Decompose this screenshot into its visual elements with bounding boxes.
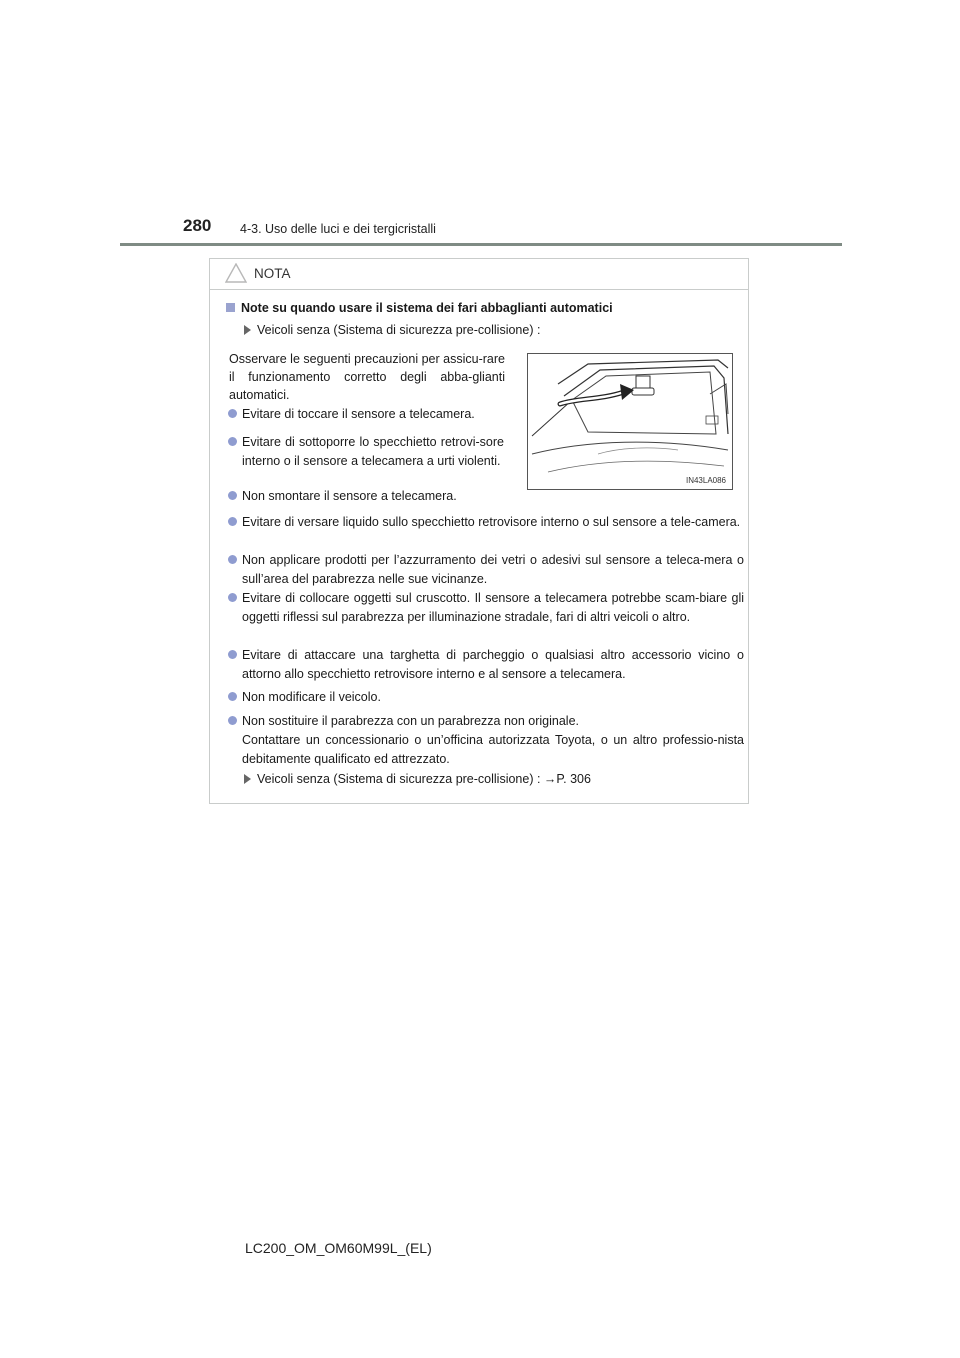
bullet-text: Contattare un concessionario o un’officina autorizzata Toyota, o un altro professio-nista debitamente qualificato ed attrezzato. [242, 733, 744, 766]
list-item [242, 405, 504, 424]
bullet-icon [228, 437, 237, 446]
condition-line-2 [244, 772, 591, 786]
bullet-text: Non smontare il sensore a telecamera. [242, 489, 457, 503]
bullet-icon [228, 650, 237, 659]
bullet-icon [228, 716, 237, 725]
footer-doc-code: LC200_OM_OM60M99L_(EL) [245, 1240, 432, 1256]
bullet-icon [228, 491, 237, 500]
bullet-text: Non applicare prodotti per l’azzurramento dei vetri o adesivi sul sensore a teleca-mera o sull’area del parabrezza nelle sue vicinanze. [242, 553, 744, 586]
list-item [242, 513, 744, 532]
arrow-icon [244, 325, 251, 335]
bullet-text: Non sostituire il parabrezza con un parabrezza non originale. [242, 714, 579, 728]
section-title: 4-3. Uso delle luci e dei tergicristalli [240, 222, 436, 236]
list-item [242, 433, 504, 471]
note-heading [226, 301, 613, 315]
list-item [242, 646, 744, 684]
bullet-text: Evitare di versare liquido sullo specchietto retrovisore interno o sul sensore a tele-camera. [242, 515, 741, 529]
condition-text-2: Veicoli senza (Sistema di sicurezza pre-collisione) : →P. 306 [257, 772, 591, 786]
list-item [242, 712, 744, 731]
bullet-text: Evitare di attaccare una targhetta di parcheggio o qualsiasi altro accessorio vicino o attorno allo specchietto retrovisore interno e al sensore a telecamera. [242, 648, 744, 681]
list-item [242, 688, 744, 707]
note-header [210, 259, 748, 290]
bullet-text: Evitare di toccare il sensore a telecamera. [242, 407, 475, 421]
bullet-icon [228, 593, 237, 602]
figure-code: IN43LA086 [685, 476, 726, 485]
windshield-camera-illustration [528, 354, 732, 489]
note-box [209, 258, 749, 804]
square-bullet-icon [226, 303, 235, 312]
bullet-text: Non modificare il veicolo. [242, 690, 381, 704]
intro-text: Osservare le seguenti precauzioni per assicu-rare il funzionamento corretto degli abba-glianti automatici. [229, 352, 505, 402]
arrow-icon [244, 774, 251, 784]
warning-triangle-icon [225, 263, 247, 283]
list-item [242, 551, 744, 589]
bullet-icon [228, 517, 237, 526]
note-heading-text: Note su quando usare il sistema dei fari abbaglianti automatici [241, 301, 613, 315]
list-item-continuation [242, 731, 744, 769]
note-label: NOTA [254, 266, 291, 281]
bullet-text: Evitare di collocare oggetti sul cruscotto. Il sensore a telecamera potrebbe scam-biare gli oggetti riflessi sul parabrezza per illuminazione stradale, fari di altri veicoli o altro. [242, 591, 744, 624]
windshield-figure [527, 353, 733, 490]
bullet-icon [228, 409, 237, 418]
list-item [242, 589, 744, 627]
bullet-icon [228, 555, 237, 564]
page-number: 280 [183, 216, 212, 235]
bullet-icon [228, 692, 237, 701]
header-rule [120, 243, 842, 246]
condition-line-1 [244, 323, 540, 337]
list-item [242, 487, 504, 506]
condition-text-1: Veicoli senza (Sistema di sicurezza pre-collisione) : [257, 323, 541, 337]
bullet-text: Evitare di sottoporre lo specchietto retrovi-sore interno o il sensore a telecamera a urti violenti. [242, 435, 504, 468]
